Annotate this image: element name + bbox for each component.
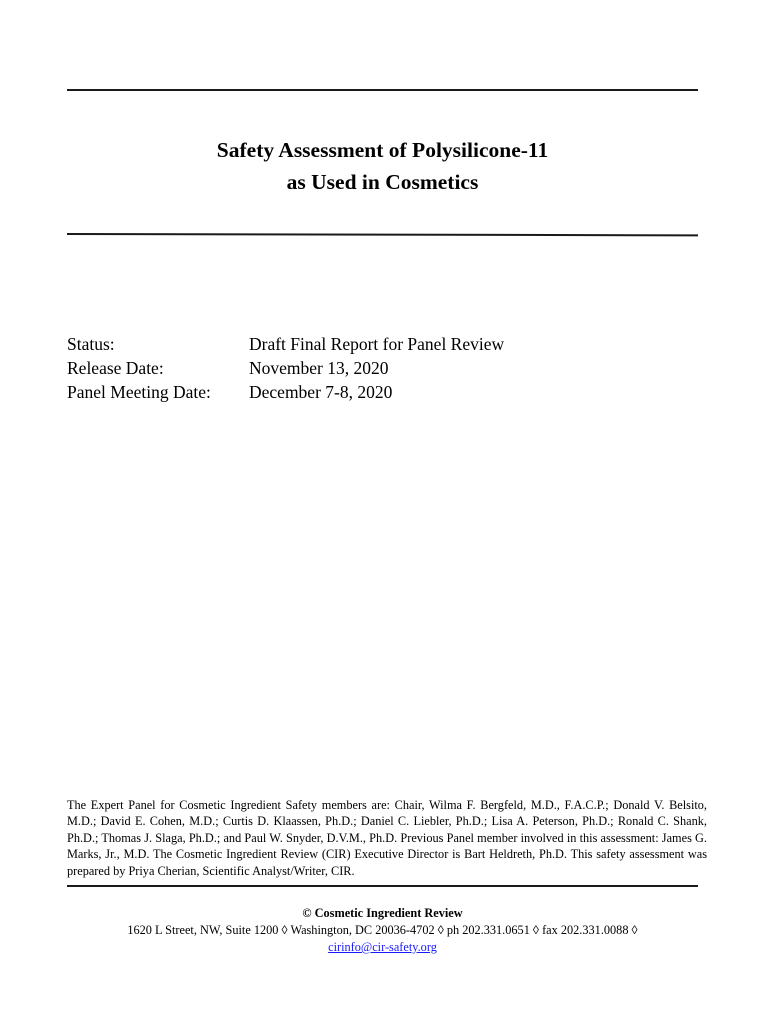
- footer-rule: [67, 885, 698, 887]
- panel-meeting-date-value: December 7-8, 2020: [249, 382, 393, 402]
- status-label: Status:: [67, 334, 115, 354]
- expert-panel-paragraph: The Expert Panel for Cosmetic Ingredient Safety members are: Chair, Wilma F. Bergfeld, M.D., F.A.C.P.; Donald V. Belsito, M.D.; David E. Cohen, M.D.; Curtis D. Klaassen, Ph.D.; Daniel C. Liebler, Ph.D.; Lisa A. Peterson, Ph.D.; Ronald C. Shank, Ph.D.; Thomas J. Slaga, Ph.D.; and Paul W. Snyder, D.V.M., Ph.D. Previous Panel member involved in this assessment: James G. Marks, Jr., M.D. The Cosmetic Ingredient Review (CIR) Executive Director is Bart Heldreth, Ph.D. This safety assessment was prepared by Priya Cherian, Scientific Analyst/Writer, CIR.: [67, 798, 707, 878]
- release-date-row: [67, 356, 504, 380]
- release-date-value: November 13, 2020: [249, 358, 389, 378]
- footer: [67, 905, 698, 956]
- document-title: [67, 134, 698, 198]
- release-date-label: Release Date:: [67, 358, 164, 378]
- title-line-2: as Used in Cosmetics: [286, 170, 479, 194]
- panel-meeting-date-row: [67, 380, 504, 404]
- email-link[interactable]: cirinfo@cir-safety.org: [328, 940, 437, 954]
- footer-address: 1620 L Street, NW, Suite 1200 ◊ Washington, DC 20036-4702 ◊ ph 202.331.0651 ◊ fax 202.331.0088 ◊: [127, 923, 638, 937]
- footer-organization: © Cosmetic Ingredient Review: [302, 906, 463, 920]
- title-line-1: Safety Assessment of Polysilicone-11: [216, 138, 549, 162]
- top-rule: [67, 89, 698, 91]
- status-row: [67, 332, 504, 356]
- title-bottom-rule: [67, 233, 698, 236]
- status-table: [67, 332, 504, 404]
- status-value: Draft Final Report for Panel Review: [249, 334, 505, 354]
- panel-meeting-date-label: Panel Meeting Date:: [67, 382, 211, 402]
